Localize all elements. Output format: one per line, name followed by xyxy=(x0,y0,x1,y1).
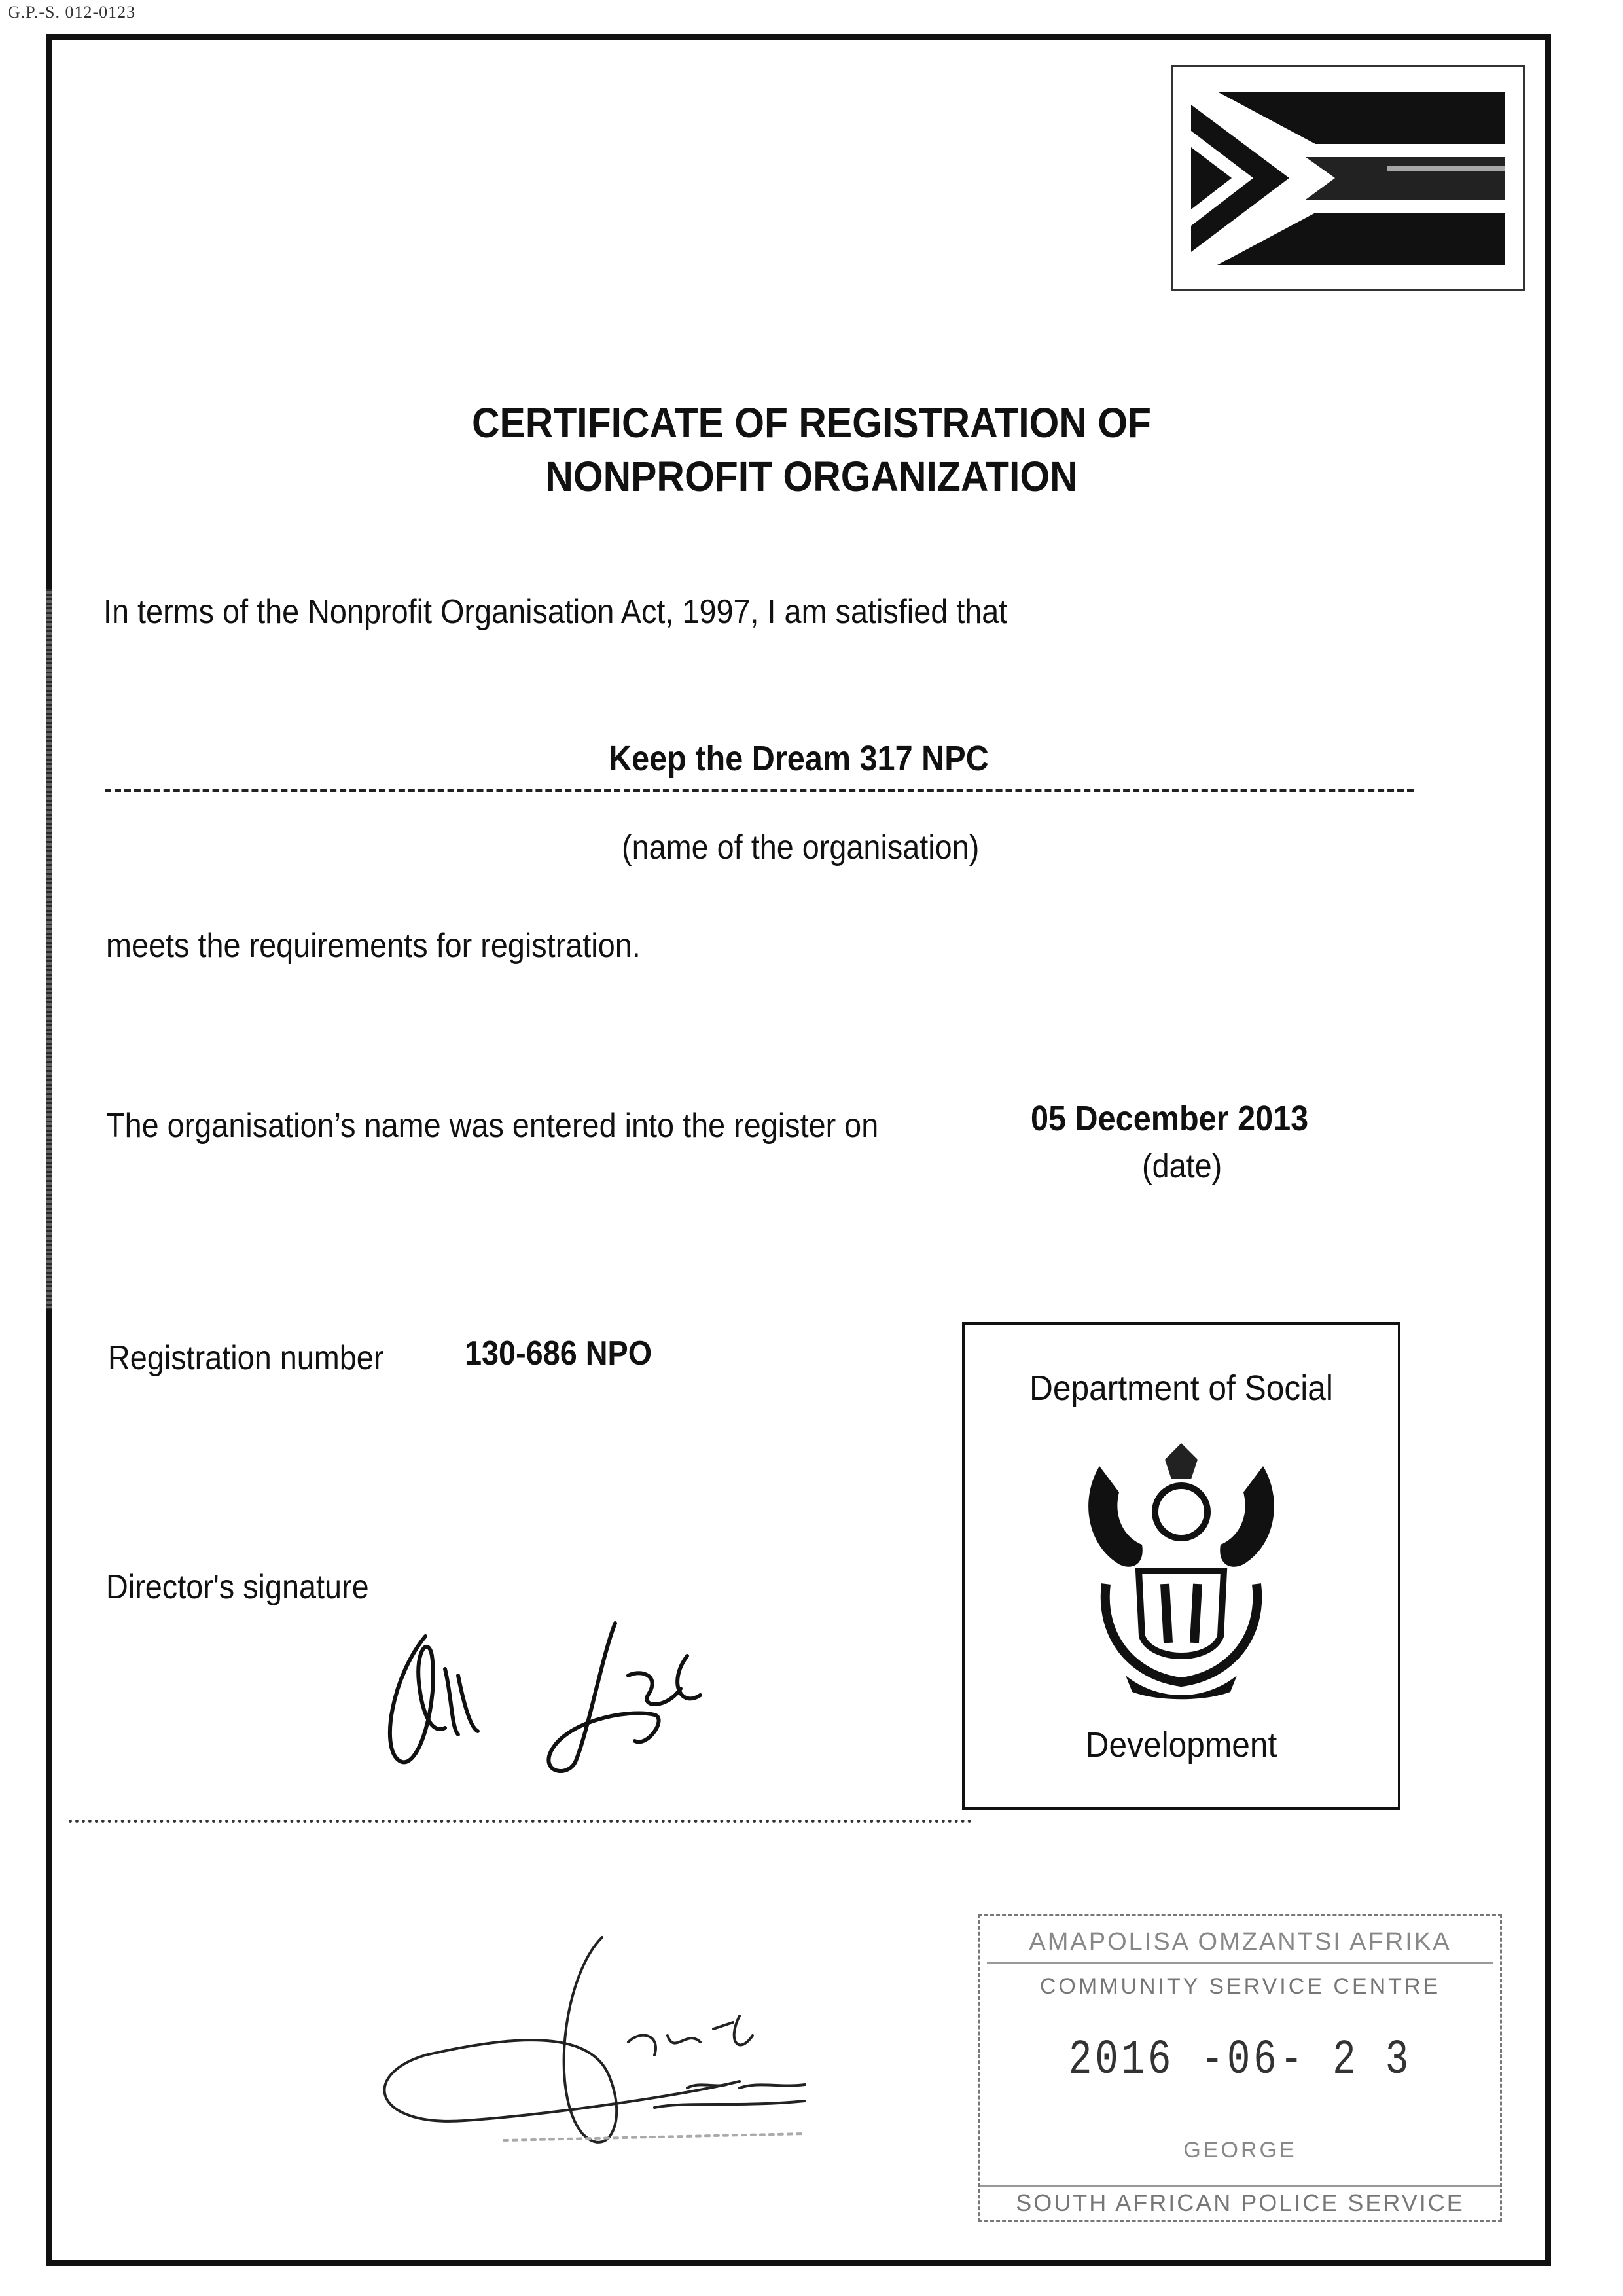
title-line-2: NONPROFIT ORGANIZATION xyxy=(545,453,1078,500)
stamp-date: 2016 -06- 2 3 xyxy=(1068,2033,1412,2088)
stamp-rule-1 xyxy=(987,1962,1493,1964)
register-text: The organisation’s name was entered into the register on xyxy=(106,1107,879,1145)
intro-text: In terms of the Nonprofit Organisation Act, 1997, I am satisfied that xyxy=(103,593,1008,631)
scan-edge xyxy=(46,589,52,1309)
stamp-line-2: COMMUNITY SERVICE CENTRE xyxy=(1039,1974,1441,1999)
dotted-divider xyxy=(69,1820,972,1823)
department-line-1: Department of Social xyxy=(1029,1369,1333,1408)
commissioner-signature-icon xyxy=(347,1924,870,2173)
certificate-title xyxy=(306,396,1317,503)
director-signature-label: Director's signature xyxy=(106,1568,369,1606)
form-code: G.P.-S. 012-0123 xyxy=(8,3,136,22)
title-line-1: CERTIFICATE OF REGISTRATION OF xyxy=(472,399,1151,446)
requirements-text: meets the requirements for registration. xyxy=(106,927,641,965)
name-underline xyxy=(105,789,1414,792)
coat-of-arms-icon xyxy=(1073,1440,1289,1702)
date-caption: (date) xyxy=(1142,1147,1222,1185)
registration-label: Registration number xyxy=(108,1339,384,1377)
police-stamp xyxy=(978,1914,1502,2222)
organisation-caption: (name of the organisation) xyxy=(622,829,980,867)
stamp-line-5: SOUTH AFRICAN POLICE SERVICE xyxy=(980,2185,1500,2217)
director-signature-icon xyxy=(353,1597,746,1793)
stamp-place: GEORGE xyxy=(1183,2138,1297,2162)
stamp-line-1: AMAPOLISA OMZANTSI AFRIKA xyxy=(1029,1928,1452,1956)
registration-number: 130-686 NPO xyxy=(465,1335,652,1372)
organisation-name: Keep the Dream 317 NPC xyxy=(609,739,989,778)
register-date: 05 December 2013 xyxy=(1031,1099,1309,1138)
department-line-2: Development xyxy=(1085,1725,1277,1765)
sa-flag-icon xyxy=(1191,92,1505,265)
